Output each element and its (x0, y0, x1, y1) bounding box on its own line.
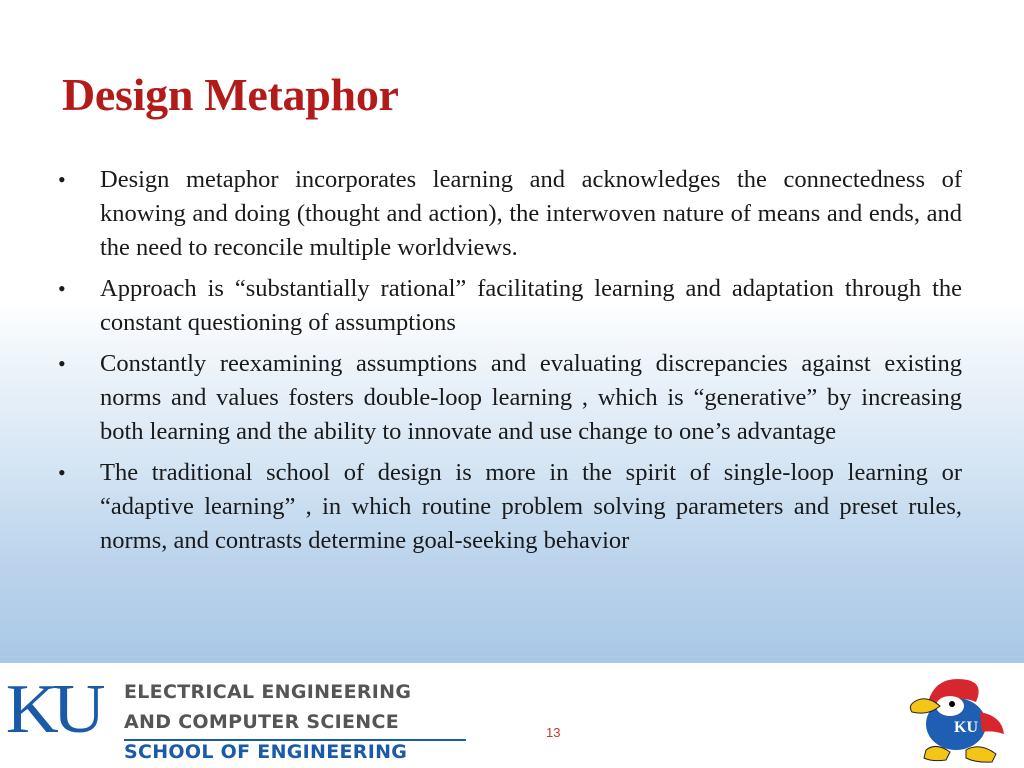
bullet-text-1: Design metaphor incorporates learning and acknowledges the connectedness of knowing and doing (thought and action), the interwoven nature of means and ends, and the need to reconcile multiple worldviews. (100, 166, 962, 261)
bullet-text-3: Constantly reexamining assumptions and evaluating discrepancies against existing norms and values fosters double-loop learning , which is “generative” by increasing both learning and the ability to innovate and use change to one’s advantage (100, 350, 962, 445)
ku-logo: KU (5, 671, 100, 748)
page-number: 13 (546, 725, 561, 740)
school-name: SCHOOL OF ENGINEERING (124, 741, 408, 763)
bullet-marker: • (58, 276, 66, 301)
bullet-item-3 (56, 347, 962, 449)
bullet-list (56, 163, 962, 565)
dept-name-line1: ELECTRICAL ENGINEERING (124, 681, 412, 703)
bullet-marker: • (58, 167, 66, 192)
svg-text:KU: KU (954, 719, 978, 736)
bullet-item-4 (56, 456, 962, 558)
slide-title: Design Metaphor (62, 69, 399, 120)
jayhawk-mascot-icon (906, 672, 1014, 764)
bullet-marker: • (58, 351, 66, 376)
bullet-text-2: Approach is “substantially rational” facilitating learning and adaptation through the constant questioning of assumptions (100, 275, 962, 336)
bullet-marker: • (58, 460, 66, 485)
dept-name-line2: AND COMPUTER SCIENCE (124, 711, 400, 733)
bullet-item-2 (56, 272, 962, 340)
bullet-text-4: The traditional school of design is more in the spirit of single-loop learning or “adaptive learning” , in which routine problem solving parameters and preset rules, norms, and contrasts determine goal-seeking behavior (100, 459, 962, 554)
bullet-item-1 (56, 163, 962, 265)
